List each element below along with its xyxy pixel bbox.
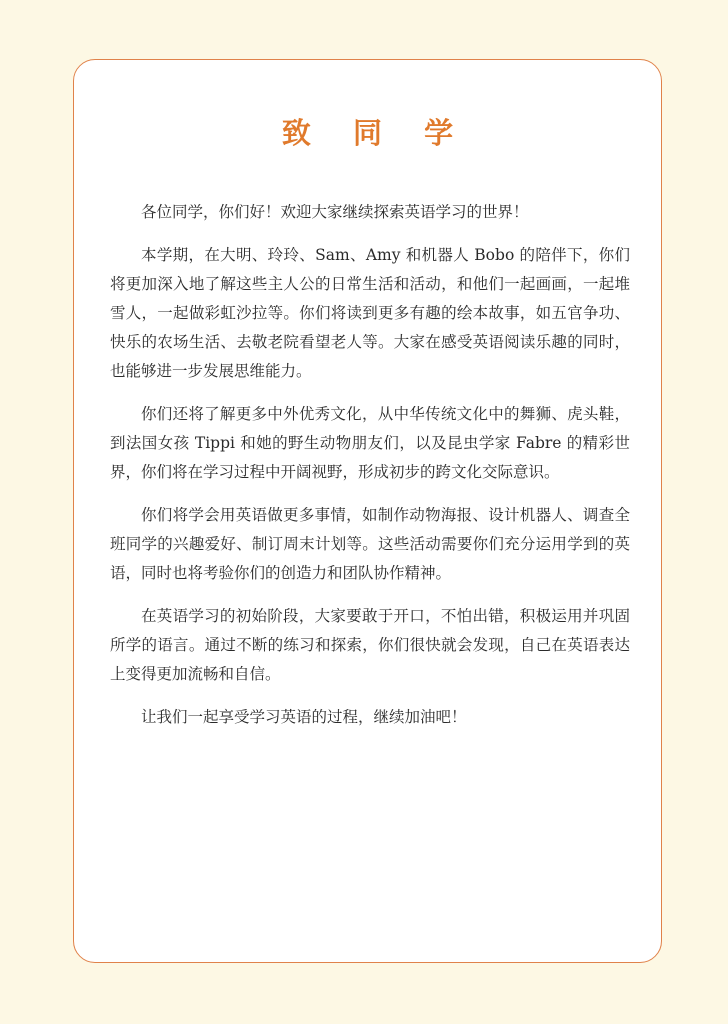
paragraph-activities: 你们将学会用英语做更多事情，如制作动物海报、设计机器人、调查全班同学的兴趣爱好、制订周末计划等。这些活动需要你们充分运用学到的英语，同时也将考验你们的创造力和团队协作精神。 bbox=[110, 506, 630, 582]
letter-frame bbox=[73, 59, 662, 963]
letter-body bbox=[110, 198, 630, 746]
paragraph-practice: 在英语学习的初始阶段，大家要敢于开口，不怕出错，积极运用并巩固所学的语言。通过不断的练习和探索，你们很快就会发现，自己在英语表达上变得更加流畅和自信。 bbox=[110, 607, 630, 683]
paragraph-closing: 让我们一起享受学习英语的过程，继续加油吧！ bbox=[141, 708, 467, 726]
letter-title: 致 同 学 bbox=[281, 116, 470, 150]
paragraph-characters: 本学期，在大明、玲玲、Sam、Amy 和机器人 Bobo 的陪伴下，你们将更加深入地了解这些主人公的日常生活和活动，和他们一起画画，一起堆雪人，一起做彩虹沙拉等。你们将读到更多有趣的绘本故事，如五官争功、快乐的农场生活、去敬老院看望老人等。大家在感受英语阅读乐趣的同时，也能够进一步发展思维能力。 bbox=[110, 246, 630, 380]
paragraph-culture: 你们还将了解更多中外优秀文化，从中华传统文化中的舞狮、虎头鞋，到法国女孩 Tippi 和她的野生动物朋友们，以及昆虫学家 Fabre 的精彩世界，你们将在学习过程中开阔视野，形成初步的跨文化交际意识。 bbox=[110, 405, 630, 481]
paragraph-greeting: 各位同学，你们好！欢迎大家继续探索英语学习的世界！ bbox=[141, 203, 529, 221]
